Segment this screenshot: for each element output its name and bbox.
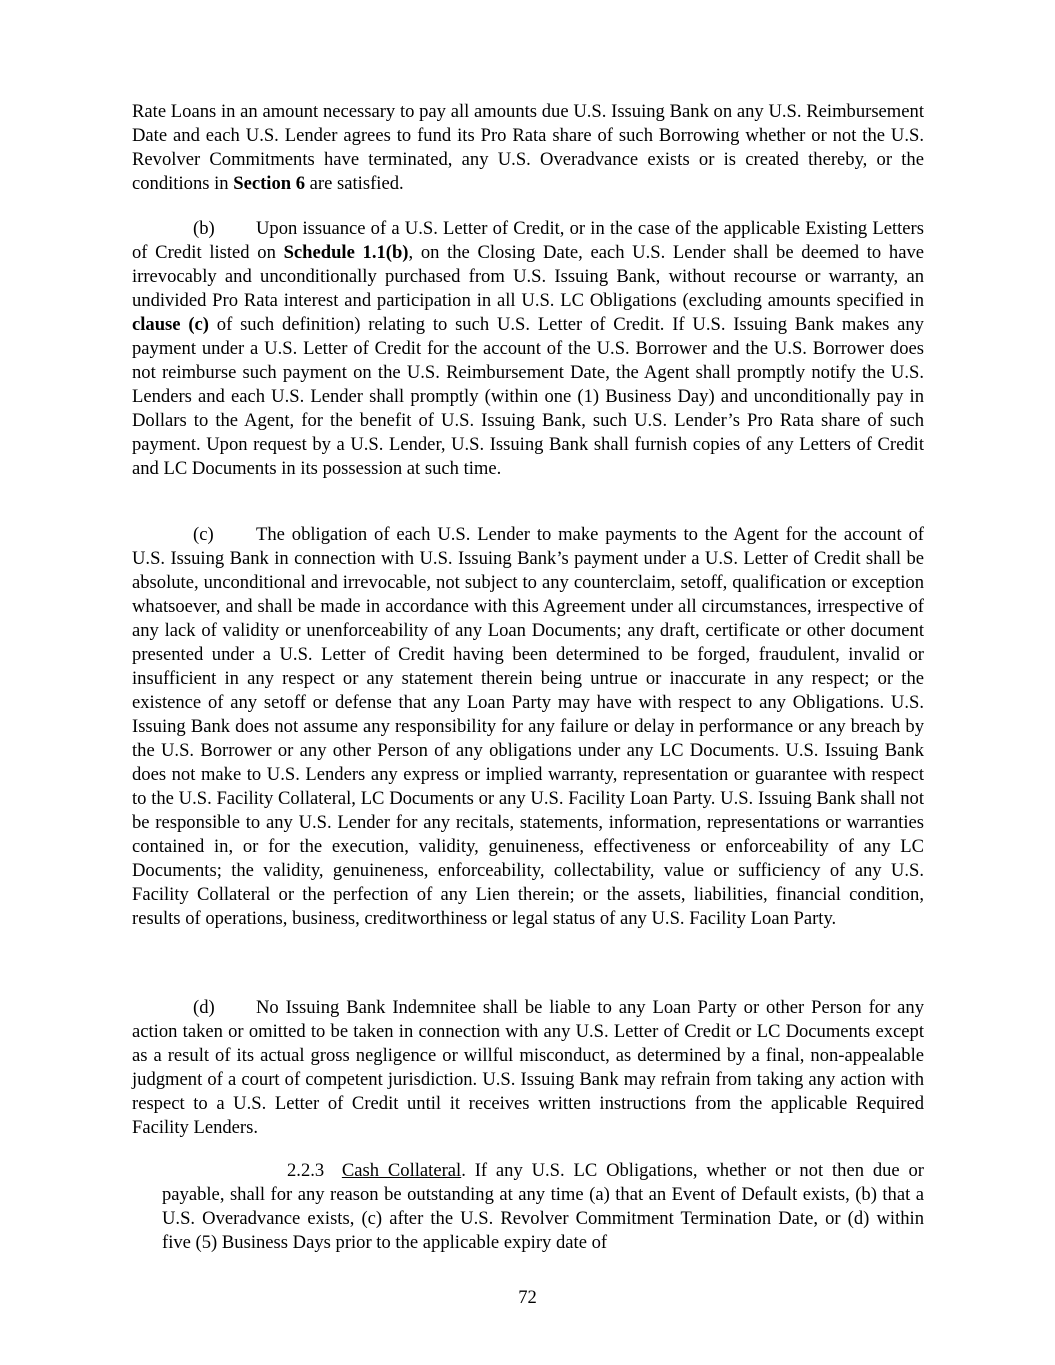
section-heading: Cash Collateral xyxy=(341,1160,462,1181)
paragraph-d xyxy=(132,996,924,1140)
intro-text-2: are satisfied. xyxy=(305,173,404,194)
intro-bold-section-ref: Section 6 xyxy=(233,173,306,194)
paragraph-d-text: No Issuing Bank Indemnitee shall be liable to any Loan Party or other Person for any action taken or omitted to be taken in connection with any U.S. Letter of Credit or LC Documents except as a result of its actual gross negligence or willful misconduct, as determined by a final, non-appealable judgment of a court of competent jurisdiction. U.S. Issuing Bank may refrain from taking any action with respect to a U.S. Letter of Credit until it receives written instructions from the applicable Required Facility Lenders. xyxy=(132,997,924,1138)
paragraph-b-text-1: Upon issuance of a U.S. Letter of Credit, or in the case of the applicable Existing Letters of Credit listed on xyxy=(132,218,924,263)
paragraph-c-label: (c) xyxy=(193,524,214,545)
paragraph-b-label: (b) xyxy=(193,218,215,239)
section-text: . If any U.S. LC Obligations, whether or not then due or payable, shall for any reason be outstanding at any time (a) that an Event of Default exists, (b) that a U.S. Overadvance exists, (c) after the U.S. Revolver Commitment Termination Date, or (d) within five (5) Business Days prior to the applicable expiry date of xyxy=(162,1160,924,1253)
paragraph-b-bold-clause: clause (c) xyxy=(132,314,209,335)
section-2-2-3 xyxy=(162,1159,924,1255)
paragraph-b-text-3: of such definition) relating to such U.S. Letter of Credit. If U.S. Issuing Bank makes any payment under a U.S. Letter of Credit for the account of the U.S. Borrower and the U.S. Borrower does not reimburse such payment on the U.S. Reimbursement Date, the Agent shall promptly notify the U.S. Lenders and each U.S. Lender shall promptly (within one (1) Business Day) and unconditionally pay in Dollars to the Agent, for the benefit of U.S. Issuing Bank, such U.S. Lender’s Pro Rata share of such payment. Upon request by a U.S. Lender, U.S. Issuing Bank shall furnish copies of any Letters of Credit and LC Documents in its possession at such time. xyxy=(132,314,924,479)
section-number: 2.2.3 xyxy=(287,1160,325,1181)
page-number: 72 xyxy=(518,1287,537,1308)
paragraph-b-text-2: , on the Closing Date, each U.S. Lender shall be deemed to have irrevocably and unconditionally purchased from U.S. Issuing Bank, without recourse or warranty, an undivided Pro Rata interest and participation in all U.S. LC Obligations (excluding amounts specified in xyxy=(132,242,925,311)
paragraph-intro xyxy=(132,100,924,196)
paragraph-c xyxy=(132,523,924,931)
paragraph-d-label: (d) xyxy=(193,997,215,1018)
intro-text-1: Rate Loans in an amount necessary to pay all amounts due U.S. Issuing Bank on any U.S. Reimbursement Date and each U.S. Lender agrees to fund its Pro Rata share of such Borrowing whether or not the U.S. Revolver Commitments have terminated, any U.S. Overadvance exists or is created thereby, or the conditions in xyxy=(132,101,924,194)
paragraph-c-text: The obligation of each U.S. Lender to make payments to the Agent for the account of U.S. Issuing Bank in connection with U.S. Issuing Bank’s payment under a U.S. Letter of Credit shall be absolute, unconditional and irrevocable, not subject to any counterclaim, setoff, qualification or exception whatsoever, and shall be made in accordance with this Agreement under all circumstances, irrespective of any lack of validity or unenforceability of any Loan Documents; any draft, certificate or other document presented under a U.S. Letter of Credit having been determined to be forged, fraudulent, invalid or insufficient in any respect or any statement therein being untrue or inaccurate in any respect; or the existence of any setoff or defense that any Loan Party may have with respect to any Obligations. U.S. Issuing Bank does not assume any responsibility for any failure or delay in performance or any breach by the U.S. Borrower or any other Person of any obligations under any LC Documents. U.S. Issuing Bank does not make to U.S. Lenders any express or implied warranty, representation or guarantee with respect to the U.S. Facility Collateral, LC Documents or any U.S. Facility Loan Party. U.S. Issuing Bank shall not be responsible to any U.S. Lender for any recitals, statements, information, representations or warranties contained in, or for the execution, validity, genuineness, effectiveness or enforceability of any LC Documents; the validity, genuineness, enforceability, collectability, value or sufficiency of any U.S. Facility Collateral or the perfection of any Lien therein; or the assets, liabilities, financial condition, results of operations, business, creditworthiness or legal status of any U.S. Facility Loan Party. xyxy=(132,524,924,929)
paragraph-b-bold-schedule: Schedule 1.1(b) xyxy=(283,242,409,263)
paragraph-b xyxy=(132,217,924,481)
